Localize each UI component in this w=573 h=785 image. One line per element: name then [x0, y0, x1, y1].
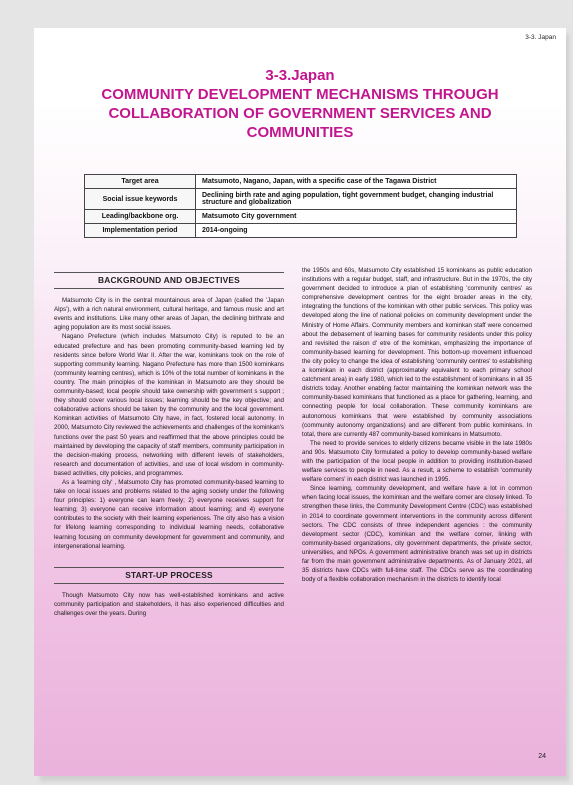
info-label: Target area — [85, 175, 196, 189]
paragraph: Nagano Prefecture (which includes Matsumoto City) is reputed to be an educated prefecture and has been promoting community-based learning led by residents since before World War II. After the war, kominkans took on the role of supporting community learning. Nagano Prefecture has more than 1500 kominkans (community learning centres), which is 10% of the total number of kominkans in the country. The main principles of the kominkan in Matsumoto are they should be community-based; local people should take ownership with government s support ; they should cover various local issues; learning should be the key objective; and collaborative actions should be taken by the community and the local government. Kominkan activities of Matsumoto City have, in fact, fostered local autonomy. In 2000, Matsumoto City reviewed the achievements and challenges of the kominkan's functions over the past 50 years and reaffirmed that the above principles could be maintained by developing the capacity of staff members, community participation in the decision-making process, networking with different levels of stakeholders, research and documentation of activities, and use of local wisdom in community-based activities, city policies, and programmes. — [54, 333, 284, 477]
section-number-title: 3-3.Japan — [265, 67, 335, 84]
paragraph: As a 'learning city' , Matsumoto City has promoted community-based learning to take on local issues and problems related to the aging society under the following four principles: 1) everyone can learn freely; 2) everyone receives support for learning; 3) everyone can receive information about learning; and 4) everyone contributes to the society with their learning experiences. The city also has a vision for lifelong learning corresponding to individual learning needs, collaborative learning focusing on community development for government and community, and intergenerational learning. — [54, 478, 284, 550]
paragraph: Though Matsumoto City now has well-established kominkans and active community participation and stakeholders, it has also experienced difficulties and challenges over the years. During — [54, 591, 284, 617]
paragraph: the 1950s and 60s, Matsumoto City established 15 kominkans as public education institutions with a regular budget, staff, and infrastructure. But in the 1970s, the city government decided to introduce a plan of establishing 'community centres' as comprehensive development centres for the eight broader areas in the city, integrating the functions of the kominkan with other public services. This policy was developed along the line of national policies on community development under the Ministry of Home Affairs. Community members and kominkan staff were concerned about the debasement of learning bases for community residents under this policy and revisited the raison d' etre of the kominkan, emphasizing the importance of community-based learning for development. This bottom-up movement influenced the city policy to change the idea of establishing 'community centres' to establishing a kominkan in each district (approximately equivalent to each primary school catchment area) in early 1980, which led to the establishment of kominkans in all 35 districts today. Another enabling factor maintaining the kominkan network was the community-based kominkans that functioned as a place for gathering, learning, and connecting people for local collaboration. These community kominkans are autonomous kominkans that were established by community associations (community autonomy organizations) and are different from public kominkans. In total, there are currently 487 community-based kominkans in Matsumoto. — [302, 267, 532, 438]
page-title: COMMUNITY DEVELOPMENT MECHANISMS THROUGH COLLABORATION OF GOVERNMENT SERVICES AND COMMUNITIES — [101, 86, 499, 141]
title-block — [34, 66, 566, 142]
right-column — [302, 266, 532, 584]
section-heading-startup: START-UP PROCESS — [54, 567, 284, 584]
info-table — [84, 174, 517, 238]
paragraph: The need to provide services to elderly citizens became visible in the late 1980s and 90s. Matsumoto City formulated a policy to develop community-based welfare with the participation of the local people in addition to providing institution-based welfare services to people in need. As a result, a scheme to establish 'community welfare corners' in each district was launched in 1995. — [302, 439, 532, 484]
document-page — [34, 28, 566, 776]
table-row — [85, 175, 517, 189]
running-head: 3-3. Japan — [525, 34, 556, 41]
table-row — [85, 224, 517, 238]
paragraph: Matsumoto City is in the central mountainous area of Japan (called the 'Japan Alps'), with a rich natural environment, cultural heritage, and famous music and art events and institutions. Like many other areas of Japan, the declining birthrate and aging population are its most social issues. — [54, 297, 284, 332]
info-label: Leading/backbone org. — [85, 210, 196, 224]
info-value: Matsumoto, Nagano, Japan, with a specific case of the Tagawa District — [196, 175, 517, 189]
info-label: Social issue keywords — [85, 189, 196, 210]
info-value: 2014-ongoing — [196, 224, 517, 238]
info-value: Matsumoto City government — [196, 210, 517, 224]
left-column — [54, 266, 284, 618]
paragraph: Since learning, community development, and welfare have a lot in common when facing local issues, the kominkan and the welfare corner are closely linked. To strengthen these links, the Community Development Centre (CDC) was established in 2014 to coordinate government interventions in the community across different sectors. The CDC consists of three independent agencies : the community development sector (CDC), kominkan and the welfare corner, linking with community-based organizations, city government departments, the private sector, universities, and NPOs. A government administrative branch was set up in districts far from the main government administrative departments. As of January 2021, all 35 districts have CDCs with full-time staff. The CDCs serve as the coordinating body of a flexible collaboration mechanism in the districts to identify local — [302, 485, 532, 584]
page-number: 24 — [538, 753, 546, 760]
table-row — [85, 189, 517, 210]
section-heading-background: BACKGROUND AND OBJECTIVES — [54, 272, 284, 289]
info-label: Implementation period — [85, 224, 196, 238]
table-row — [85, 210, 517, 224]
info-value: Declining birth rate and aging population, tight government budget, changing industrial structure and globalization — [196, 189, 517, 210]
